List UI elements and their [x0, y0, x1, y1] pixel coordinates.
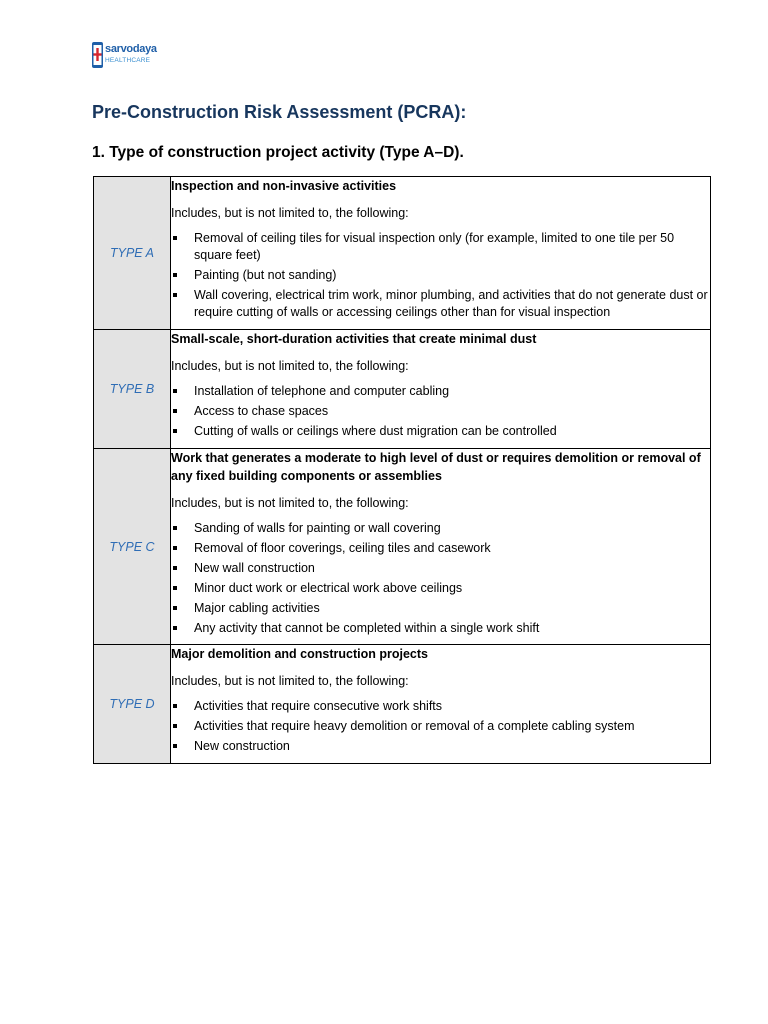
sarvodaya-logo	[92, 42, 157, 72]
list-item: Activities that require heavy demolition or removal of a complete cabling system	[171, 718, 710, 735]
type-intro: Includes, but is not limited to, the following:	[171, 206, 409, 220]
type-title: Small-scale, short-duration activities that create minimal dust	[171, 332, 537, 346]
activity-list	[171, 520, 710, 637]
list-item: Removal of floor coverings, ceiling tiles and casework	[171, 540, 710, 557]
type-label: TYPE B	[94, 330, 171, 449]
table-row	[94, 449, 711, 645]
list-item: Any activity that cannot be completed within a single work shift	[171, 620, 710, 637]
table-row	[94, 177, 711, 330]
list-item: Major cabling activities	[171, 600, 710, 617]
page-title: Pre-Construction Risk Assessment (PCRA):	[92, 102, 467, 122]
logo-mark-icon	[92, 42, 103, 68]
list-item: Activities that require consecutive work shifts	[171, 698, 710, 715]
logo-name: sarvodaya	[105, 43, 157, 55]
type-title: Work that generates a moderate to high level of dust or requires demolition or removal of any fixed building components or assemblies	[171, 451, 701, 483]
activity-list	[171, 698, 710, 755]
type-label: TYPE C	[94, 449, 171, 645]
type-intro: Includes, but is not limited to, the following:	[171, 359, 409, 373]
list-item: Access to chase spaces	[171, 403, 710, 420]
list-item: Painting (but not sanding)	[171, 267, 710, 284]
list-item: Wall covering, electrical trim work, minor plumbing, and activities that do not generate dust or require cutting of walls or accessing ceilings other than for visual inspection	[171, 287, 710, 321]
table-row	[94, 330, 711, 449]
type-description	[171, 177, 711, 330]
list-item: New construction	[171, 738, 710, 755]
list-item: Installation of telephone and computer cabling	[171, 383, 710, 400]
type-description	[171, 645, 711, 764]
section-title: 1. Type of construction project activity (Type A–D).	[92, 144, 464, 161]
list-item: New wall construction	[171, 560, 710, 577]
type-intro: Includes, but is not limited to, the following:	[171, 496, 409, 510]
list-item: Removal of ceiling tiles for visual inspection only (for example, limited to one tile per 50 square feet)	[171, 230, 710, 264]
list-item: Minor duct work or electrical work above ceilings	[171, 580, 710, 597]
activity-list	[171, 383, 710, 440]
activity-list	[171, 230, 710, 321]
type-description	[171, 449, 711, 645]
construction-type-table	[93, 176, 711, 764]
type-label: TYPE D	[94, 645, 171, 764]
table-row	[94, 645, 711, 764]
type-description	[171, 330, 711, 449]
type-title: Major demolition and construction projects	[171, 647, 428, 661]
type-label: TYPE A	[94, 177, 171, 330]
logo-subtitle: HEALTHCARE	[105, 57, 151, 64]
type-title: Inspection and non-invasive activities	[171, 179, 397, 193]
type-intro: Includes, but is not limited to, the following:	[171, 674, 409, 688]
list-item: Cutting of walls or ceilings where dust migration can be controlled	[171, 423, 710, 440]
list-item: Sanding of walls for painting or wall covering	[171, 520, 710, 537]
